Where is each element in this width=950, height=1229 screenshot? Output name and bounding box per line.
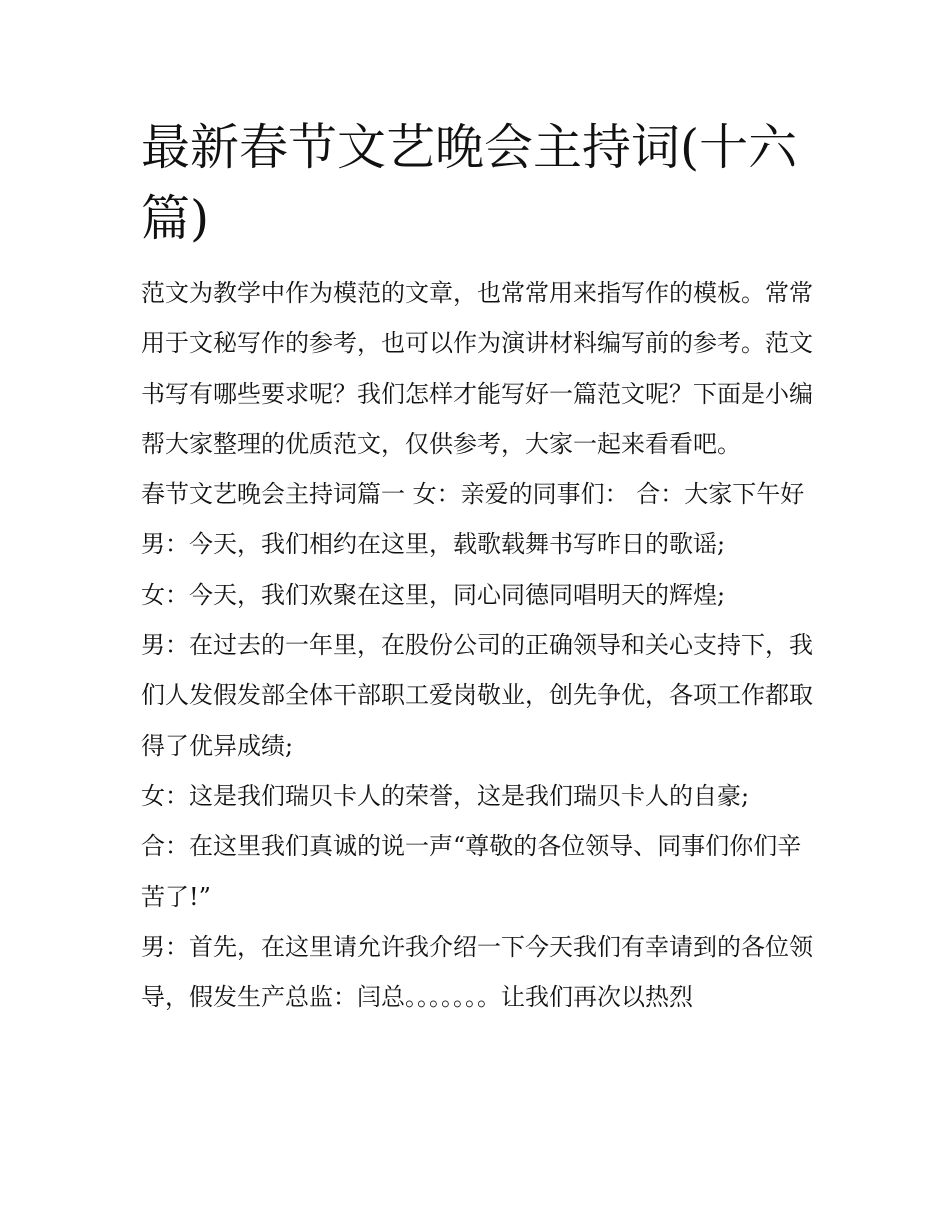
paragraph: 男：首先，在这里请允许我介绍一下今天我们有幸请到的各位领导，假发生产总监：闫总。。。。。。。让我们再次以热烈 xyxy=(141,932,813,1012)
paragraph: 春节文艺晚会主持词篇一 女：亲爱的同事们： 合：大家下午好 男：今天，我们相约在这里，载歌载舞书写昨日的歌谣; xyxy=(141,480,805,559)
paragraph: 男：在过去的一年里，在股份公司的正确领导和关心支持下，我们人发假发部全体干部职工爱岗敬业，创先争优，各项工作都取得了优异成绩; xyxy=(141,631,813,760)
paragraph: 女：这是我们瑞贝卡人的荣誉，这是我们瑞贝卡人的自豪; xyxy=(141,781,750,810)
paragraph: 合：在这里我们真诚的说一声“尊敬的各位领导、同事们你们辛苦了!” xyxy=(141,832,802,911)
document-body xyxy=(141,268,813,1022)
paragraph: 女：今天，我们欢聚在这里，同心同德同唱明天的辉煌; xyxy=(141,580,726,609)
intro-paragraph: 范文为教学中作为模范的文章，也常常用来指写作的模板。常常用于文秘写作的参考，也可以作为演讲材料编写前的参考。范文书写有哪些要求呢？我们怎样才能写好一篇范文呢？下面是小编帮大家整理的优质范文，仅供参考，大家一起来看看吧。 xyxy=(141,279,813,458)
document-title: 最新春节文艺晚会主持词(十六篇) xyxy=(141,119,798,247)
document-page xyxy=(141,112,813,1022)
